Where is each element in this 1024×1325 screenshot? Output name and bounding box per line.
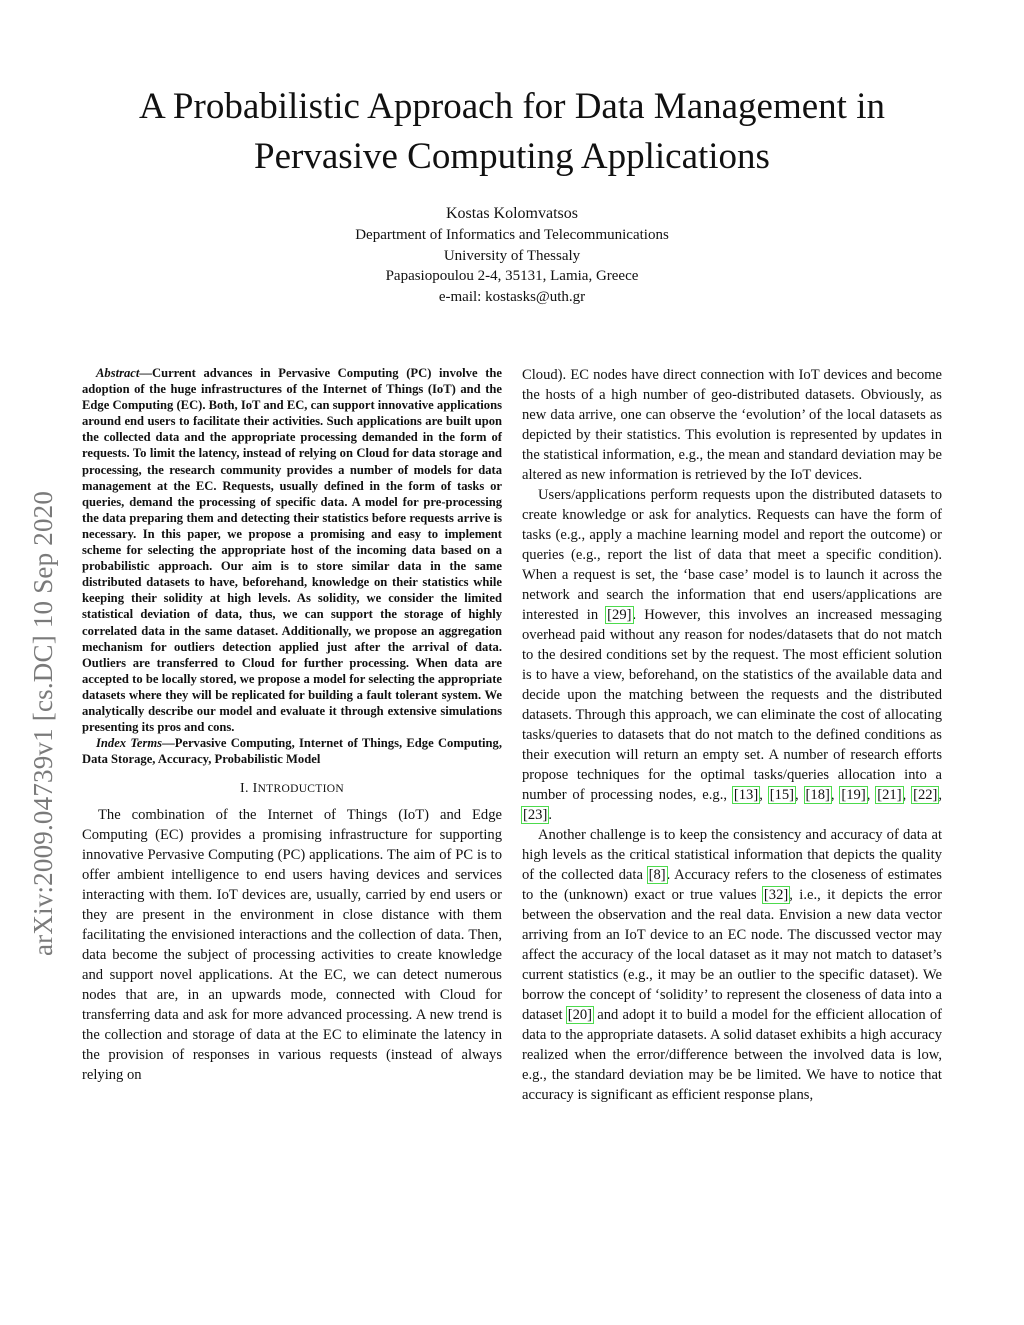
right-column <box>522 365 942 1105</box>
section-heading-introduction: I. INTRODUCTION <box>240 781 344 797</box>
citation-link[interactable]: [19] <box>841 787 866 803</box>
citation-link[interactable]: [13] <box>733 787 759 803</box>
citation-link[interactable]: [8] <box>648 867 666 883</box>
citation-link[interactable]: [29] <box>607 607 632 623</box>
citation-link[interactable]: [21] <box>877 787 902 803</box>
citation-link[interactable]: [23] <box>523 807 548 823</box>
author-block <box>200 203 824 307</box>
author-name: Kostas Kolomvatsos <box>446 205 578 222</box>
index-terms-text: —Pervasive Computing, Internet of Things, Edge Computing, Data Storage, Accuracy, Probabilistic Model <box>82 736 502 767</box>
citation-link[interactable]: [32] <box>763 887 789 903</box>
citation-link[interactable]: [22] <box>913 787 938 803</box>
abstract-label: Abstract <box>96 366 140 380</box>
abstract <box>82 365 502 735</box>
citation-link[interactable]: [20] <box>567 1007 593 1023</box>
right-paragraph-1: Cloud). EC nodes have direct connection with IoT devices and become the hosts of a high number of geo-distributed datasets. Obviously, as new data arrive, one can observe the ‘evolution’ of the local datasets as depicted by their statistics. This evolution is represented by updates in the statistical information, e.g., the mean and standard deviation may be altered as new information is retrieved by the IoT devices. <box>522 367 942 483</box>
left-column <box>82 365 502 1085</box>
citation-link[interactable]: [18] <box>805 787 830 803</box>
index-terms-label: Index Terms <box>96 736 163 751</box>
title-line-2: Pervasive Computing Applications <box>254 136 770 177</box>
right-paragraph-3: Another challenge is to keep the consistency and accuracy of data at high levels as the critical statistical information that depicts the quality of the collected data [8]. Accuracy refers to the closeness of estimates to the (unknown) exact or true values [32], i.e., it depicts the error between the observation and the real data. Envision a new data vector arriving from an IoT device to an EC node. The discussed vector may affect the accuracy of the local dataset as it may not match to dataset’s current statistics (e.g., it may be an outlier to the specific dataset). We borrow the concept of ‘solidity’ to represent the closeness of data into a dataset [20] and adopt it to build a model for the efficient allocation of data to the appropriate datasets. A solid dataset exhibits a high accuracy realized when the error/difference between the involved data is low, e.g., the standard deviation may be be limited. We have to notice that accuracy is significant as efficient response plans, <box>522 827 942 1103</box>
author-department: Department of Informatics and Telecommunications <box>355 227 669 243</box>
citation-link[interactable]: [15] <box>769 787 795 803</box>
title-line-1: A Probabilistic Approach for Data Management in <box>139 86 885 127</box>
abstract-text: —Current advances in Pervasive Computing (PC) involve the adoption of the huge infrastructures of the Internet of Things (IoT) and the Edge Computing (EC). Both, IoT and EC, can support innovative applications around end users to facilitate their activities. Such applications are built upon the collected data and the appropriate processing demanded in the form of requests. To limit the latency, instead of relying on Cloud for data storage and processing, the research community provides a number of models for data management at the EC. Requests, usually defined in the form of tasks or queries, demand the processing of specific data. A model for pre-processing the data preparing them and detecting their statistics before requests arrive is necessary. In this paper, we propose a promising and easy to implement scheme for selecting the appropriate host of the incoming data based on a probabilistic approach. Our aim is to store similar data in the same distributed datasets to have, beforehand, knowledge on their statistics while keeping their solidity at high levels. As solidity, we consider the limited statistical deviation of data, thus, we can support the storage of highly correlated data in the same dataset. Additionally, we propose an aggregation mechanism for outliers detection applied just after the arrival of data. Outliers are transferred to Cloud for further processing. When data are accepted to be locally stored, we propose a model for selecting the appropriate datasets where they will be replicated for building a fault tolerant system. We analytically describe our model and evaluate it through extensive simulations presenting its pros and cons. <box>82 366 502 735</box>
paper-title <box>70 82 954 182</box>
arxiv-identifier: arXiv:2009.04739v1 [cs.DC] 10 Sep 2020 <box>28 490 58 956</box>
right-paragraph-2: Users/applications perform requests upon the distributed datasets to create knowledge or ask for analytics. Requests can have the form of tasks (e.g., apply a machine learning model and report the outcome) or queries (e.g., report the list of data that meet a specific condition). When a request is set, the ‘base case’ model is to launch it across the network and search the information that end users/applications are interested in [29]. However, this involves an increased messaging overhead paid without any reason for nodes/datasets that do not match to the desired conditions set by the request. The most efficient solution is to have a view, beforehand, on the statistics of the available data and decide upon the matching between the requests and the distributed datasets. Through this approach, we can eliminate the cost of allocating tasks/queries to datasets that do not match to the defined conditions as their execution will return an empty set. A number of research efforts propose techniques for the optimal tasks/queries allocation into a number of processing nodes, e.g., [13], [15], [18], [19], [21], [22], [23]. <box>522 487 943 823</box>
author-address: Papasiopoulou 2-4, 35131, Lamia, Greece <box>385 268 639 284</box>
intro-paragraph-1: The combination of the Internet of Things (IoT) and Edge Computing (EC) provides a promising infrastructure for supporting innovative Pervasive Computing (PC) applications. The aim of PC is to offer ambient intelligence to end users having devices and services interacting with them. IoT devices are, usually, carried by end users or they are present in the environment in close distance with them facilitating the envisioned interactions and the collection of data. Then, data become the subject of processing activities to create knowledge and support novel applications. At the EC, we can detect numerous nodes that are, in an upwards mode, connected with Cloud for transferring data and ask for more advanced processing. A new trend is the collection and storage of data at the EC to eliminate the latency in the provision of responses in various requests (instead of always relying on <box>82 807 502 1084</box>
author-university: University of Thessaly <box>443 247 581 264</box>
index-terms <box>82 735 502 767</box>
author-email: e-mail: kostasks@uth.gr <box>438 288 586 305</box>
